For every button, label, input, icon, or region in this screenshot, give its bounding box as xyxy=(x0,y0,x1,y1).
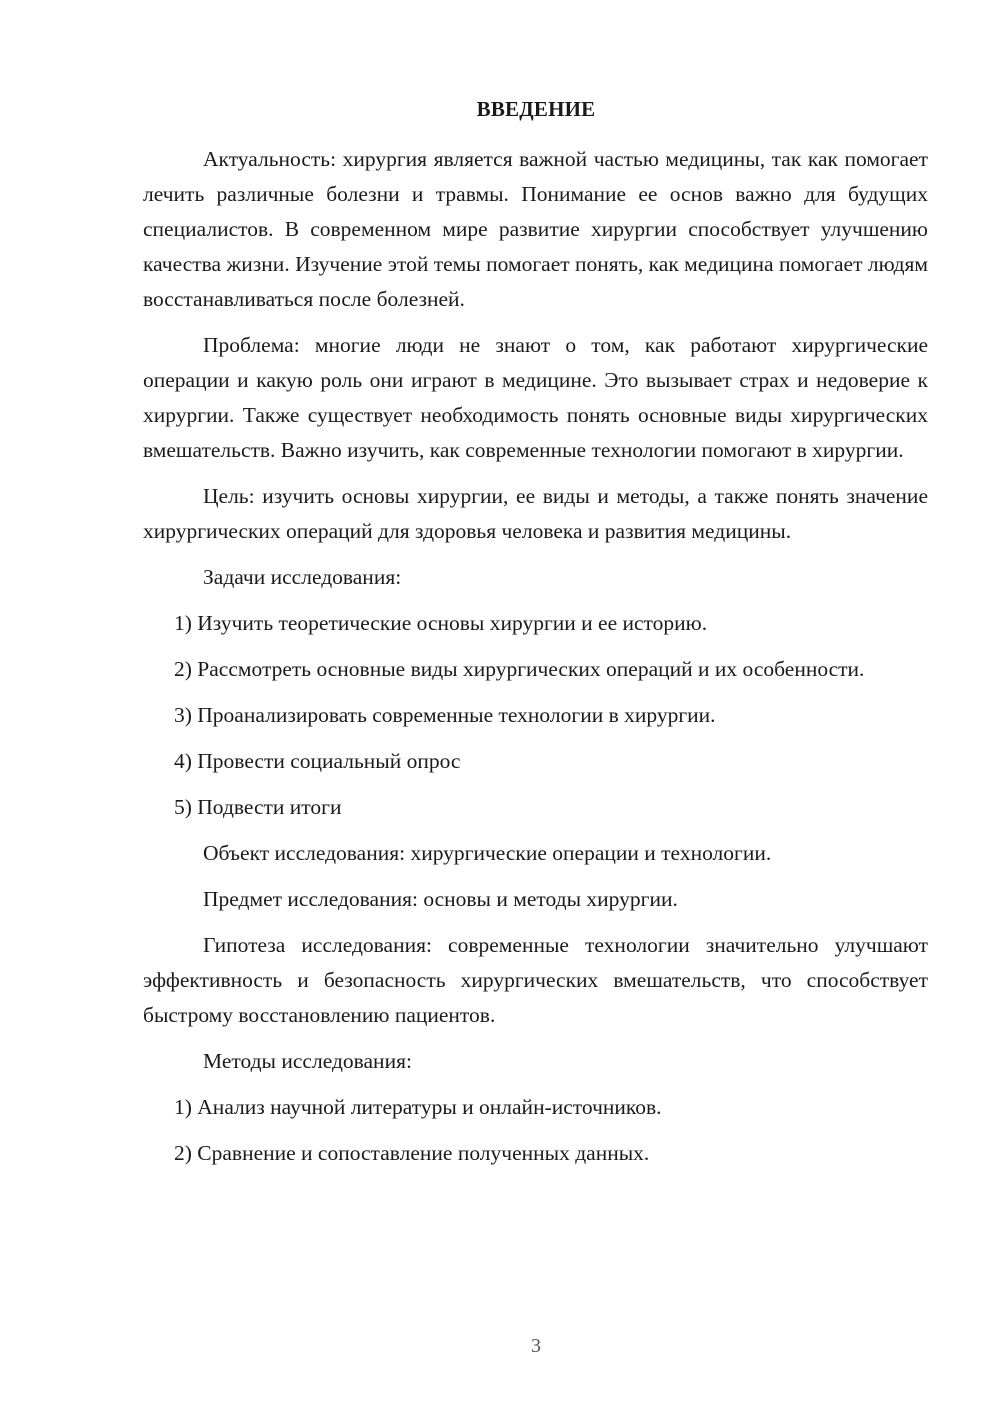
page-body xyxy=(143,142,928,1171)
goal-paragraph: Цель: изучить основы хирургии, ее виды и методы, а также понять значение хирургических операций для здоровья человека и развития медицины. xyxy=(143,484,928,543)
section-title: ВВЕДЕНИЕ xyxy=(476,97,596,121)
task-item: 1) Изучить теоретические основы хирургии и ее историю. xyxy=(174,611,708,635)
task-item: 4) Провести социальный опрос xyxy=(174,749,461,773)
task-item: 2) Рассмотреть основные виды хирургических операций и их особенности. xyxy=(174,657,865,681)
method-item: 1) Анализ научной литературы и онлайн-источников. xyxy=(174,1095,662,1119)
page-number: 3 xyxy=(531,1335,541,1357)
research-subject: Предмет исследования: основы и методы хирургии. xyxy=(203,887,678,911)
research-hypothesis: Гипотеза исследования: современные технологии значительно улучшают эффективность и безопасность хирургических вмешательств, что способствует быстрому восстановлению пациентов. xyxy=(143,933,928,1027)
task-item: 5) Подвести итоги xyxy=(174,795,342,819)
methods-heading: Методы исследования: xyxy=(203,1049,412,1073)
tasks-heading: Задачи исследования: xyxy=(203,565,402,589)
relevance-paragraph: Актуальность: хирургия является важной частью медицины, так как помогает лечить различные болезни и травмы. Понимание ее основ важно для будущих специалистов. В современном мире развитие хирургии способствует улучшению качества жизни. Изучение этой темы помогает понять, как медицина помогает людям восстанавливаться после болезней. xyxy=(143,147,928,311)
research-object: Объект исследования: хирургические операции и технологии. xyxy=(203,841,772,865)
method-item: 2) Сравнение и сопоставление полученных данных. xyxy=(174,1141,650,1165)
problem-paragraph: Проблема: многие люди не знают о том, как работают хирургические операции и какую роль они играют в медицине. Это вызывает страх и недоверие к хирургии. Также существует необходимость понять основные виды хирургических вмешательств. Важно изучить, как современные технологии помогают в хирургии. xyxy=(143,333,928,462)
task-item: 3) Проанализировать современные технологии в хирургии. xyxy=(174,703,716,727)
